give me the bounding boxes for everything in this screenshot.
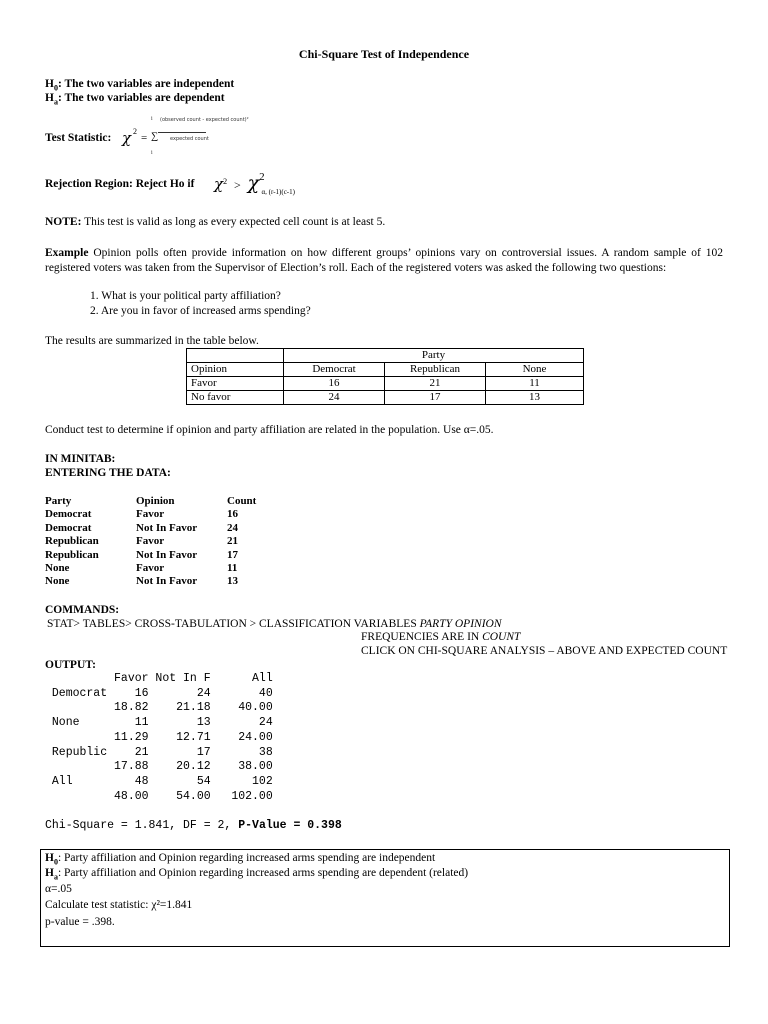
test-statistic-label: Test Statistic:: [45, 132, 112, 144]
note: NOTE: This test is valid as long as every expected cell count is at least 5.: [45, 216, 386, 228]
table-row: Democrat Favor 16: [45, 508, 238, 521]
table-row: 11.29 12.71 24.00: [45, 730, 273, 744]
commands-line-2: FREQUENCIES ARE IN COUNT: [361, 631, 521, 643]
table-row: None 11 13 24: [45, 716, 273, 730]
rejection-formula: $\chi^2 > \chi^2$ $_{\alpha, (r-1)(c-1)}$: [214, 171, 295, 196]
conclusion-box: [40, 849, 730, 947]
table-row: No favor 24 17 13: [187, 391, 584, 405]
conclusion-test-statistic: Calculate test statistic: χ²=1.841: [45, 899, 193, 911]
col-republican: Republican: [385, 363, 486, 377]
commands-heading: COMMANDS:: [45, 604, 120, 616]
page-title: Chi-Square Test of Independence: [298, 47, 470, 61]
alt-hypothesis: $H_a$: The two variables are dependent: [45, 92, 225, 107]
output-table: [45, 672, 273, 804]
table-row: Republican Not In Favor 17: [45, 548, 238, 561]
table-row: All 48 54 102: [45, 774, 273, 788]
data-entry-table: [45, 495, 275, 589]
results-table: [186, 348, 584, 405]
table-row: Favor 16 21 11: [187, 377, 584, 391]
output-heading: OUTPUT:: [45, 659, 96, 671]
table-row: Democrat 16 24 40: [45, 686, 273, 700]
question-1: 1. What is your political party affiliation?: [90, 290, 281, 302]
results-intro: The results are summarized in the table below.: [45, 335, 259, 347]
commands-line-1: STAT> TABLES> CROSS-TABULATION > CLASSIFICATION VARIABLES PARTY OPINION: [47, 618, 502, 630]
table-row: None Favor 11: [45, 561, 238, 574]
party-header: Party: [284, 349, 584, 363]
conclusion-ha: $H_a$: Party affiliation and Opinion regarding increased arms spending are dependent (related): [45, 867, 469, 882]
conclusion-alpha: α=.05: [45, 883, 72, 895]
table-row: Democrat Not In Favor 24: [45, 521, 238, 534]
example-paragraph: Example Opinion polls often provide information on how different groups’ opinions vary on controversial issues. A random sample of 102 registered voters was taken from the Supervisor of Election’s roll. Each of the registered voters was asked the following two questions:: [45, 247, 724, 274]
table-row: Party Opinion Count: [45, 495, 257, 507]
opinion-header: Opinion: [187, 363, 284, 377]
conclusion-h0: $H_0$: Party affiliation and Opinion regarding increased arms spending are independent: [45, 852, 436, 867]
chi-square-result: Chi-Square = 1.841, DF = 2, P-Value = 0.398: [45, 819, 342, 832]
test-statistic-formula: χ 2 = ∑ i i (observed count - expected count)² expected count: [122, 116, 249, 156]
commands-line-3: CLICK ON CHI-SQUARE ANALYSIS – ABOVE AND EXPECTED COUNT: [361, 645, 728, 657]
entering-heading: ENTERING THE DATA:: [45, 467, 171, 479]
table-row: 17.88 20.12 38.00: [45, 760, 273, 774]
table-row: Republican Favor 21: [45, 535, 238, 548]
conclusion-p-value: p-value = .398.: [45, 916, 115, 928]
table-row: 18.82 21.18 40.00: [45, 701, 273, 715]
table-row: 48.00 54.00 102.00: [45, 789, 273, 803]
table-row: None Not In Favor 13: [45, 575, 238, 588]
col-democrat: Democrat: [284, 363, 385, 377]
col-none: None: [486, 363, 584, 377]
question-2: 2. Are you in favor of increased arms spending?: [90, 305, 311, 317]
minitab-heading: IN MINITAB:: [45, 453, 116, 465]
table-row: Favor Not In F All: [45, 672, 273, 685]
table-row: Republic 21 17 38: [45, 745, 273, 759]
null-hypothesis: $H_0$: The two variables are independent: [45, 78, 235, 93]
conduct-text: Conduct test to determine if opinion and party affiliation are related in the population. Use α=.05.: [45, 424, 494, 436]
rejection-region-label: Rejection Region: Reject Ho if: [45, 178, 195, 190]
